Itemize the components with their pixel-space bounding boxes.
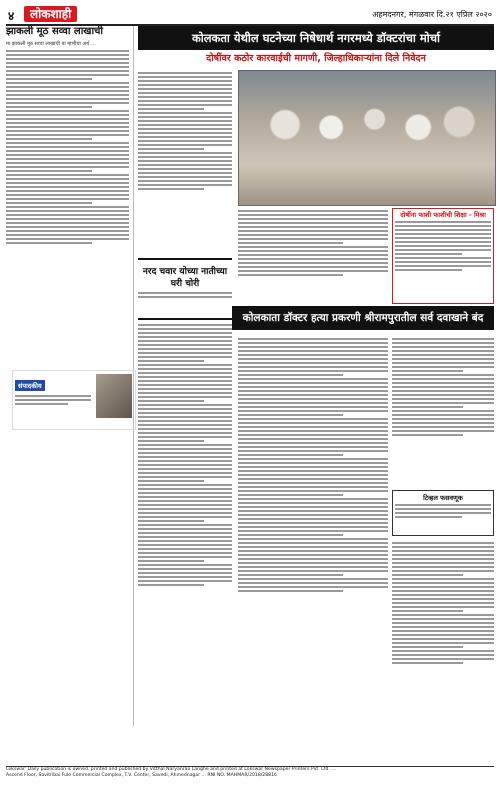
- masthead-logo: लोकशाही: [24, 6, 77, 22]
- main-content: [138, 26, 494, 726]
- inner-box-title: टिव्हल फसवणूक: [423, 494, 463, 502]
- left-column-heading: झाकली मूठ सव्वा लाखाची: [6, 26, 103, 37]
- right-upper-column: [392, 336, 494, 486]
- inner-box-body: [395, 504, 491, 518]
- editorial-box: [12, 370, 136, 430]
- author-photo: [96, 374, 132, 418]
- issue-date: अहमदनगर, मंगळवार दि.२१ एप्रिल २०२०: [372, 10, 492, 19]
- left-lower-column: [138, 322, 232, 722]
- pull-quote: [138, 258, 232, 320]
- second-story-body: [238, 336, 388, 722]
- left-column: [6, 26, 134, 726]
- imprint-footer: [6, 766, 494, 791]
- left-column-body: [6, 50, 129, 244]
- side-box: [392, 208, 494, 304]
- side-box-body: [395, 221, 491, 271]
- main-story-column-2: [238, 208, 388, 304]
- rally-photo: [238, 70, 496, 206]
- imprint-line-2: Ascend Floor, Savitribai Fule Commercial Complex, T.V. Center, Savedi, Ahmednagar ... RNI NO. MAHMAR/2018/28816: [6, 773, 277, 778]
- pull-quote-body: [138, 292, 232, 298]
- page-number: ४: [8, 9, 15, 23]
- page-header: [6, 6, 494, 26]
- left-column-lead: मा झाकली मूठ सव्वा लाखाची या म्हणीचा अर्थ ...: [6, 41, 96, 47]
- main-subheadline: दोषींवर कठोर कारवाईची मागणी, जिल्हाधिकाऱ्यांना दिले निवेदन: [206, 53, 426, 64]
- editorial-caption: [15, 395, 91, 405]
- pull-quote-text: नरद चवार योच्या नातीच्या घरी चोरी: [142, 267, 228, 289]
- main-story-column-1: [138, 70, 232, 256]
- imprint-line-1: Lokswar' Daily publication is owned, printed and published by Vitthal Naryanrao Langhe and printed at Lokswar Newspaper Printers Pvt. Ltd. ...: [6, 767, 336, 772]
- side-box-title: दोषींना फाशी फाशीची शिक्षा - मिश्रा: [400, 211, 486, 219]
- inner-box: [392, 490, 494, 536]
- main-headline: कोलकता येथील घटनेच्या निषेधार्थ नगरमध्ये डॉक्टरांचा मोर्चा: [138, 26, 494, 50]
- second-headline: कोलकाता डॉक्टर हत्या प्रकरणी श्रीरामपुरातील सर्व दवाखाने बंद: [232, 306, 494, 330]
- editorial-badge: संपादकीय: [15, 380, 45, 391]
- right-lower-column: [392, 540, 494, 724]
